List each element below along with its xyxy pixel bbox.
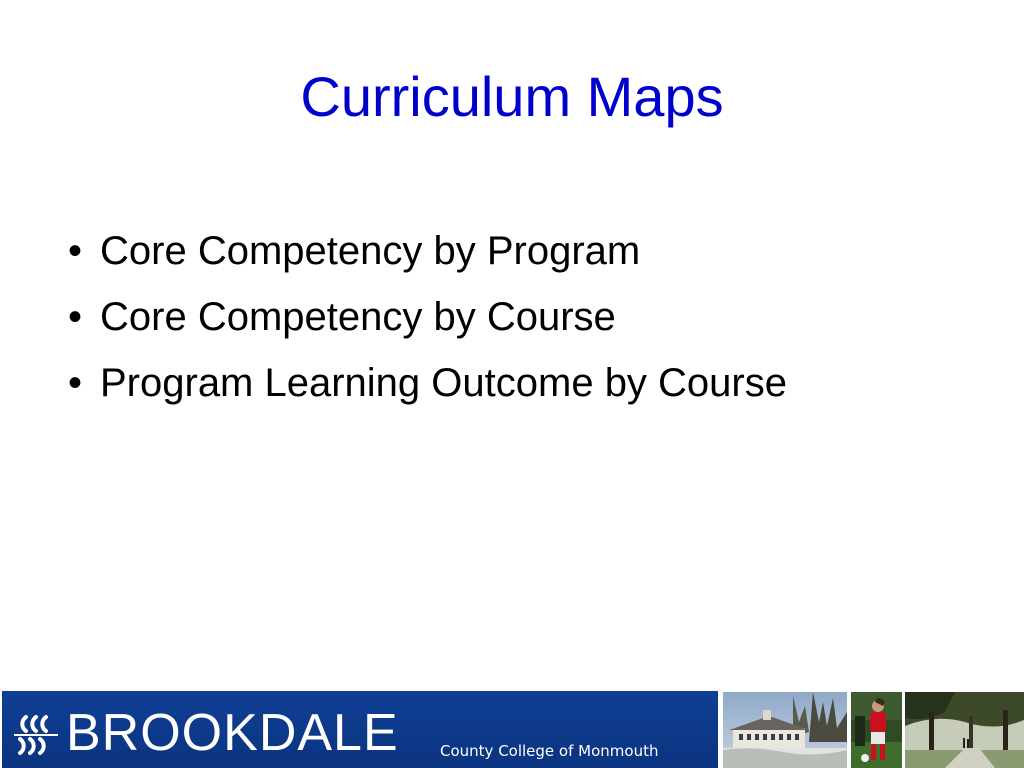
brand-subtitle: County College of Monmouth	[440, 742, 659, 760]
campus-building-photo	[723, 692, 847, 768]
bullet-text: Core Competency by Course	[100, 295, 616, 339]
slide-title: Curriculum Maps	[300, 65, 724, 128]
bullet-item	[60, 218, 787, 284]
brookdale-banner	[2, 691, 718, 768]
brand-name: BROOKDALE	[66, 704, 399, 762]
soccer-player-photo	[851, 692, 902, 768]
bullet-item	[60, 284, 787, 350]
footer-banner	[0, 689, 1024, 768]
bullet-list	[60, 218, 787, 416]
bullet-marker: •	[67, 361, 82, 405]
bullet-item	[60, 350, 787, 416]
bullet-marker: •	[67, 295, 82, 339]
bullet-text: Program Learning Outcome by Course	[100, 361, 787, 405]
trees-walkway-photo	[905, 692, 1024, 768]
bullet-marker: •	[67, 229, 82, 273]
brookdale-logo-icon	[12, 713, 60, 759]
bullet-text: Core Competency by Program	[100, 229, 641, 273]
